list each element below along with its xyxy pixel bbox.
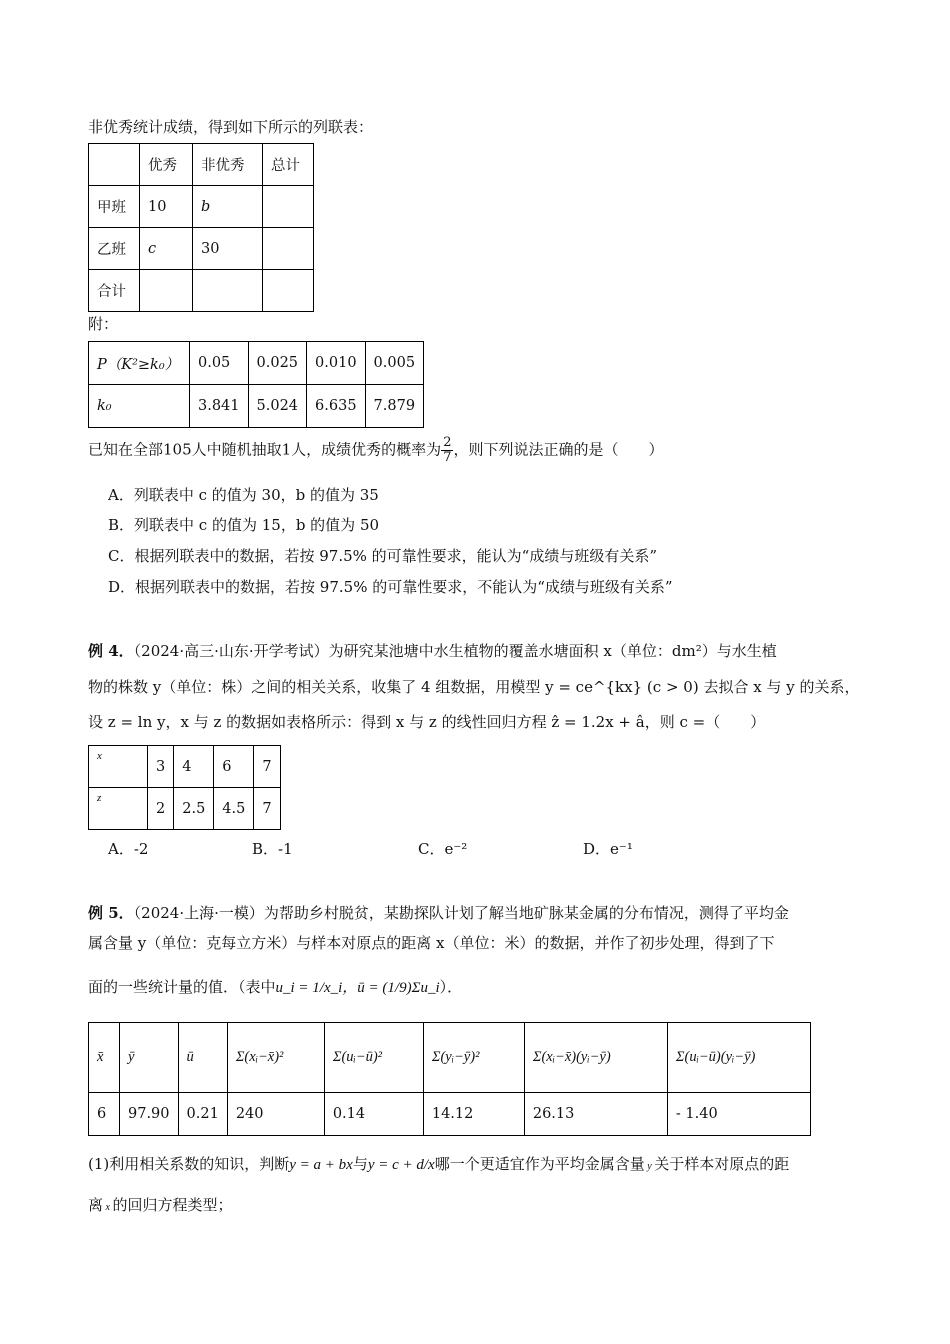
table-cell (263, 186, 314, 228)
table-cell: 7 (254, 746, 280, 788)
table-header: Σ(uᵢ−ū)² (324, 1023, 423, 1093)
table-cell: 3.841 (190, 385, 249, 428)
table-header: Σ(xᵢ−x̄)² (227, 1023, 324, 1093)
table-row (89, 186, 314, 228)
table-row (89, 746, 281, 788)
table-cell: x (89, 746, 148, 788)
table-header: ū (178, 1023, 227, 1093)
table-cell: 4 (174, 746, 214, 788)
table-cell: c (140, 228, 193, 270)
contingency-table (88, 143, 314, 312)
example-label: 例 4． (88, 642, 134, 660)
inverse-model: y = c + d/x (367, 1157, 435, 1173)
table-cell (193, 270, 263, 312)
option-b[interactable]: B．列联表中 c 的值为 15，b 的值为 50 (108, 516, 380, 534)
stem-text: 已知在全部105人中随机抽取1人，成绩优秀的概率为 (88, 440, 442, 459)
stem-text: ，则下列说法正确的是（ ） (453, 440, 664, 459)
table-cell: 3 (148, 746, 174, 788)
table-cell: 5.024 (248, 385, 307, 428)
question-stem (88, 436, 663, 465)
probability-fraction: $\frac{2}{7}$ (443, 435, 452, 465)
table-cell: 30 (193, 228, 263, 270)
option-a[interactable]: A．-2 (108, 840, 149, 858)
table-cell: 4.5 (214, 788, 254, 830)
statistics-table (88, 1022, 811, 1136)
option-c[interactable]: C．e⁻² (418, 840, 468, 858)
table-cell: 14.12 (423, 1093, 524, 1136)
critical-value-table (88, 341, 424, 428)
table-cell (263, 270, 314, 312)
option-a[interactable]: A．列联表中 c 的值为 30，b 的值为 35 (108, 486, 379, 504)
table-header: Σ(uᵢ−ū)(yᵢ−ȳ) (667, 1023, 810, 1093)
option-d[interactable]: D．根据列联表中的数据，若按 97.5% 的可靠性要求，不能认为“成绩与班级有关系” (108, 578, 673, 596)
table-row (89, 342, 424, 385)
table-row (89, 228, 314, 270)
table-cell: 合计 (89, 270, 140, 312)
table-cell: 甲班 (89, 186, 140, 228)
example-5-line-1: 例 5．（2024·上海·一模）为帮助乡村脱贫，某勘探队计划了解当地矿脉某金属的分布情况，测得了平均金 (88, 904, 789, 922)
table-header: Σ(xᵢ−x̄)(yᵢ−ȳ) (524, 1023, 667, 1093)
table-cell: 7.879 (365, 385, 424, 428)
table-cell: 0.05 (190, 342, 249, 385)
option-c[interactable]: C．根据列联表中的数据，若按 97.5% 的可靠性要求，能认为“成绩与班级有关系” (108, 547, 658, 565)
table-cell: 10 (140, 186, 193, 228)
table-row (89, 1093, 811, 1136)
table-cell: k₀ (89, 385, 190, 428)
table-header: Σ(yᵢ−ȳ)² (423, 1023, 524, 1093)
table-cell: 6.635 (307, 385, 366, 428)
u-definition: u_i = 1/x_i，ū = (1/9)Σu_i (275, 980, 440, 996)
table-row (89, 788, 281, 830)
example-5-line-3: 面的一些统计量的值．（表中u_i = 1/x_i，ū = (1/9)Σu_i）． (88, 978, 463, 996)
table-cell: 乙班 (89, 228, 140, 270)
option-d[interactable]: D．e⁻¹ (583, 840, 633, 858)
table-cell: 6 (89, 1093, 120, 1136)
table-cell: 97.90 (120, 1093, 179, 1136)
table-cell: 0.025 (248, 342, 307, 385)
table-cell: 6 (214, 746, 254, 788)
option-b[interactable]: B．-1 (252, 840, 293, 858)
table-cell (263, 228, 314, 270)
table-cell: 26.13 (524, 1093, 667, 1136)
example-5-line-2: 属含量 y（单位：克每立方米）与样本对原点的距离 x（单位：米）的数据，并作了初步处理，得到了下 (88, 934, 775, 952)
table-cell: 2 (148, 788, 174, 830)
table-header: ȳ (120, 1023, 179, 1093)
table-cell: P（K²≥k₀） (89, 342, 190, 385)
part-1-line-2: 离 x 的回归方程类型； (88, 1196, 233, 1214)
table-cell: - 1.40 (667, 1093, 810, 1136)
table-row (89, 1023, 811, 1093)
table-row (89, 270, 314, 312)
table-row (89, 385, 424, 428)
table-cell: z (89, 788, 148, 830)
linear-model: y = a + bx (289, 1157, 353, 1173)
example-4-line-2: 物的株数 y（单位：株）之间的相关关系，收集了 4 组数据，用模型 y = ce^{kx} (c > 0) 去拟合 x 与 y 的关系， (88, 678, 860, 696)
part-1-line-1: (1)利用相关系数的知识，判断y = a + bx与y = c + d/x哪一个更适宜作为平均金属含量 y 关于样本对原点的距 (88, 1155, 790, 1173)
table-cell (89, 144, 140, 186)
table-cell: 0.21 (178, 1093, 227, 1136)
table-cell: 0.14 (324, 1093, 423, 1136)
xz-data-table (88, 745, 281, 830)
table-header: 总计 (263, 144, 314, 186)
table-cell: 0.010 (307, 342, 366, 385)
example-label: 例 5． (88, 904, 134, 922)
table-cell: b (193, 186, 263, 228)
table-header: 优秀 (140, 144, 193, 186)
table-cell: 240 (227, 1093, 324, 1136)
table-cell: 2.5 (174, 788, 214, 830)
appendix-label: 附： (88, 315, 119, 333)
intro-text: 非优秀统计成绩，得到如下所示的列联表： (88, 118, 374, 136)
table-cell: 0.005 (365, 342, 424, 385)
example-4-line-1: 例 4．（2024·高三·山东·开学考试）为研究某池塘中水生植物的覆盖水塘面积 x（单位：dm²）与水生植 (88, 642, 777, 660)
table-cell: 7 (254, 788, 280, 830)
table-cell (140, 270, 193, 312)
example-4-line-3: 设 z = ln y，x 与 z 的数据如表格所示：得到 x 与 z 的线性回归方程 ẑ = 1.2x + â，则 c =（ ） (88, 713, 766, 731)
table-header: 非优秀 (193, 144, 263, 186)
table-header: x̄ (89, 1023, 120, 1093)
